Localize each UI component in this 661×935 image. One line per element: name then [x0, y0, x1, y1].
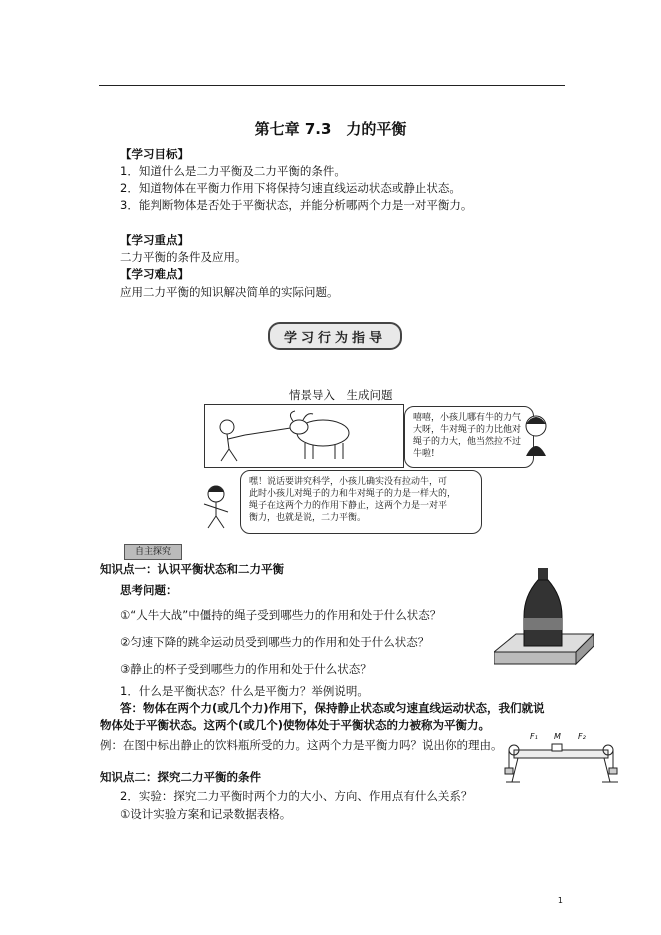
k1-example: 例：在图中标出静止的饮料瓶所受的力。这两个力是平衡力吗？说出你的理由。	[100, 738, 503, 752]
bubble-line: 衡力，也就是说，二力平衡。	[249, 513, 367, 523]
bubble-line: 此时小孩儿对绳子的力和牛对绳子的力是一样大的，	[249, 489, 457, 499]
bubble-line: 牛啦!	[413, 449, 435, 459]
self-study-tag: 自主探究	[124, 544, 182, 560]
pulley-experiment-figure	[500, 728, 626, 788]
force-label-f1: F₁	[530, 732, 538, 741]
speaker-boy-drawing	[518, 412, 558, 462]
k1-question: ③静止的杯子受到哪些力的作用和处于什么状态？	[120, 662, 372, 676]
header-rule	[99, 85, 565, 86]
goal-item: 1．知道什么是二力平衡及二力平衡的条件。	[120, 164, 346, 178]
bubble-line: 大呀，牛对绳子的力比他对	[413, 425, 522, 435]
speech-bubble-1	[404, 406, 534, 468]
bubble-line: 嘿！说话要讲究科学，小孩儿确实没有拉动牛，可	[249, 477, 448, 487]
k1-answer-line: 答：物体在两个力(或几个力)作用下，保持静止状态或匀速直线运动状态，我们就说	[120, 701, 545, 715]
page-number: 1	[557, 896, 563, 905]
k2-heading: 知识点二：探究二力平衡的条件	[100, 770, 261, 784]
difficulty-heading: 【学习难点】	[120, 267, 189, 281]
scene-caption: 情景导入 生成问题	[289, 388, 393, 402]
bottle-on-table-figure	[494, 566, 594, 678]
goals-heading: 【学习目标】	[120, 147, 189, 161]
key-heading: 【学习重点】	[120, 233, 189, 247]
tug-of-war-illustration	[204, 404, 404, 468]
mass-label: M	[554, 732, 561, 741]
k1-answer-line: 物体处于平衡状态。这两个(或几个)使物体处于平衡状态的力被称为平衡力。	[100, 718, 491, 732]
pulley-drawing	[500, 728, 626, 788]
k1-question: 1．什么是平衡状态？什么是平衡力？举例说明。	[120, 684, 369, 698]
guidance-banner: 学习行为指导	[268, 322, 402, 350]
k1-question: ①“人牛大战”中僵持的绳子受到哪些力的作用和处于什么状态？	[120, 608, 442, 622]
bubble-line: 绳子在这两个力的作用下静止，这两个力是一对平	[249, 501, 448, 511]
difficulty-text: 应用二力平衡的知识解决简单的实际问题。	[120, 285, 339, 299]
k2-question: 2．实验：探究二力平衡时两个力的大小、方向、作用点有什么关系？	[120, 789, 473, 803]
force-label-f2: F₂	[578, 732, 586, 741]
goal-item: 3．能判断物体是否处于平衡状态，并能分析哪两个力是一对平衡力。	[120, 198, 473, 212]
k2-question: ①设计实验方案和记录数据表格。	[120, 807, 292, 821]
key-text: 二力平衡的条件及应用。	[120, 250, 247, 264]
speech-bubble-2	[240, 470, 482, 534]
boy-bull-drawing	[205, 405, 403, 467]
bubble-line: 绳子的力大，他当然拉不过	[413, 437, 522, 447]
page-title: 第七章 7.3 力的平衡	[254, 120, 407, 138]
k1-think: 思考问题：	[120, 583, 178, 597]
k1-question: ②匀速下降的跳伞运动员受到哪些力的作用和处于什么状态？	[120, 635, 430, 649]
bubble-line: 嘻嘻，小孩儿哪有牛的力气	[413, 413, 522, 423]
k1-heading: 知识点一：认识平衡状态和二力平衡	[100, 562, 284, 576]
speaker-girl-drawing	[198, 482, 238, 532]
goal-item: 2．知道物体在平衡力作用下将保持匀速直线运动状态或静止状态。	[120, 181, 461, 195]
